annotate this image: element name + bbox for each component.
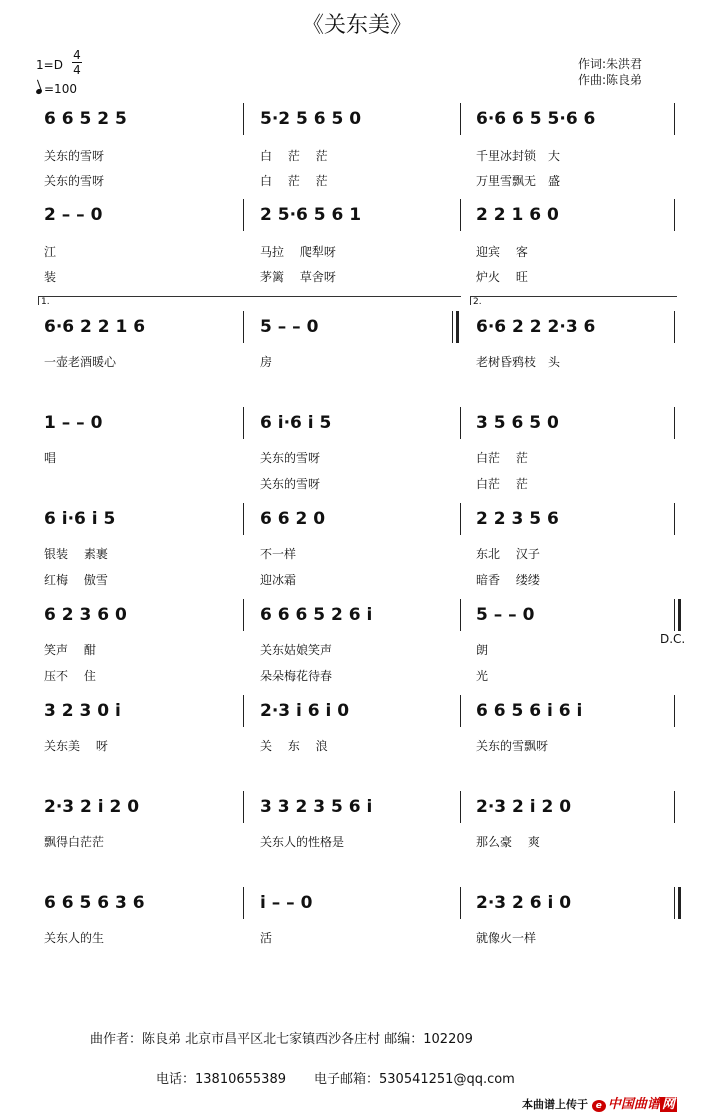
measure: 6 6 5 2 5 bbox=[44, 109, 127, 129]
lyric: 江 bbox=[44, 245, 57, 259]
lyric: 笑声 酣 bbox=[44, 643, 96, 657]
final-barline-thick bbox=[678, 599, 681, 631]
lyric: 压不 住 bbox=[44, 669, 96, 683]
lyric: 那么豪 爽 bbox=[476, 835, 540, 849]
barline bbox=[460, 791, 461, 823]
final-barline-thick bbox=[678, 887, 681, 919]
measure: 5·2 5 6 5 0 bbox=[260, 109, 362, 129]
measure: 6·6 2 2 2·3 6 bbox=[476, 317, 596, 337]
barline bbox=[674, 199, 675, 231]
lyric: 关东人的性格是 bbox=[260, 835, 345, 849]
barline bbox=[674, 103, 675, 135]
site-logo bbox=[592, 1093, 677, 1112]
lyric: 不一样 bbox=[260, 547, 297, 561]
measure: 2·3 2 i 2 0 bbox=[44, 797, 140, 817]
credits bbox=[578, 56, 642, 88]
lyric: 千里冰封锁 大 bbox=[476, 149, 561, 163]
lyric: 白茫 茫 bbox=[476, 451, 528, 465]
final-barline bbox=[674, 887, 675, 919]
measure: 5 – – 0 bbox=[476, 605, 535, 625]
lyric: 唱 bbox=[44, 451, 57, 465]
logo-e-icon: e bbox=[592, 1100, 606, 1112]
lyric: 关东的雪呀 bbox=[260, 477, 321, 491]
lyric: 白茫 茫 bbox=[476, 477, 528, 491]
lyric: 关东的雪飘呀 bbox=[476, 739, 549, 753]
da-capo-mark: D.C. bbox=[660, 632, 686, 646]
lyric: 朵朵梅花待春 bbox=[260, 669, 333, 683]
barline bbox=[243, 311, 244, 343]
lyric: 就像火一样 bbox=[476, 931, 537, 945]
lyric: 老树昏鸦枝 头 bbox=[476, 355, 561, 369]
measure: 2·3 2 i 2 0 bbox=[476, 797, 572, 817]
tempo-mark bbox=[36, 82, 77, 96]
measure: 2 5·6 5 6 1 bbox=[260, 205, 362, 225]
upload-text: 本曲谱上传于 bbox=[522, 1098, 588, 1111]
lyric: 关东的雪呀 bbox=[44, 174, 105, 188]
tempo-value: =100 bbox=[44, 82, 77, 96]
lyric: 飘得白茫茫 bbox=[44, 835, 105, 849]
lyric: 关东姑娘笑声 bbox=[260, 643, 333, 657]
barline bbox=[674, 791, 675, 823]
lyric: 迎宾 客 bbox=[476, 245, 528, 259]
lyric: 装 bbox=[44, 270, 57, 284]
lyric: 马拉 爬犁呀 bbox=[260, 245, 336, 259]
lyric: 一壶老酒暖心 bbox=[44, 355, 117, 369]
barline bbox=[243, 599, 244, 631]
measure: 5 – – 0 bbox=[260, 317, 319, 337]
measure: 6 6 2 0 bbox=[260, 509, 326, 529]
quarter-note-icon bbox=[35, 88, 42, 95]
lyric: 活 bbox=[260, 931, 273, 945]
barline bbox=[460, 503, 461, 535]
lyric: 东北 汉子 bbox=[476, 547, 540, 561]
composer-contact: 曲作者：陈良弟 北京市昌平区北七家镇西沙各庄村 邮编：102209 bbox=[90, 1032, 473, 1047]
measure: 3 5 6 5 0 bbox=[476, 413, 559, 433]
lyric: 关东人的生 bbox=[44, 931, 105, 945]
lyric: 茅篱 草舍呀 bbox=[260, 270, 336, 284]
volta-first-ending: 1. bbox=[38, 296, 461, 305]
time-signature-bottom: 4 bbox=[73, 63, 81, 77]
song-title: 《关东美》 bbox=[301, 13, 412, 38]
barline bbox=[243, 103, 244, 135]
email-address: 电子邮箱：530541251@qq.com bbox=[314, 1072, 515, 1087]
measure: 3 3 2 3 5 6 i bbox=[260, 797, 373, 817]
lyric: 房 bbox=[260, 355, 273, 369]
logo-text: 中国曲谱 bbox=[607, 1097, 660, 1112]
barline bbox=[460, 199, 461, 231]
measure: 6 2 3 6 0 bbox=[44, 605, 127, 625]
lyric: 炉火 旺 bbox=[476, 270, 528, 284]
lyric: 万里雪飘无 盛 bbox=[476, 174, 561, 188]
logo-wang: 网 bbox=[661, 1097, 675, 1112]
lyric: 银装 素裹 bbox=[44, 547, 108, 561]
lyric: 关 东 浪 bbox=[260, 739, 328, 753]
lyric: 白 茫 茫 bbox=[260, 149, 328, 163]
lyric: 红梅 傲雪 bbox=[44, 573, 108, 587]
measure: 6·6 2 2 1 6 bbox=[44, 317, 146, 337]
barline bbox=[674, 695, 675, 727]
barline bbox=[674, 311, 675, 343]
repeat-barline bbox=[452, 311, 453, 343]
lyric: 关东的雪呀 bbox=[260, 451, 321, 465]
volta-second-ending: 2. bbox=[470, 296, 677, 305]
repeat-barline-thick bbox=[456, 311, 459, 343]
phone-number: 电话：13810655389 bbox=[156, 1072, 286, 1087]
barline bbox=[460, 695, 461, 727]
upload-credit bbox=[522, 1093, 677, 1112]
measure: 6 i·6 i 5 bbox=[44, 509, 116, 529]
final-barline bbox=[674, 599, 675, 631]
measure: 6 6 6 5 2 6 i bbox=[260, 605, 373, 625]
measure: 3 2 3 0 i bbox=[44, 701, 121, 721]
barline bbox=[460, 887, 461, 919]
measure: 2 2 3 5 6 bbox=[476, 509, 559, 529]
barline bbox=[460, 599, 461, 631]
barline bbox=[243, 503, 244, 535]
lyric: 关东美 呀 bbox=[44, 739, 108, 753]
measure: 6·6 6 5 5·6 6 bbox=[476, 109, 596, 129]
measure: i – – 0 bbox=[260, 893, 313, 913]
lyric: 暗香 缕缕 bbox=[476, 573, 540, 587]
key-signature: 1=D bbox=[36, 58, 63, 72]
lyric: 关东的雪呀 bbox=[44, 149, 105, 163]
barline bbox=[243, 199, 244, 231]
lyric: 朗 bbox=[476, 643, 489, 657]
measure: 6 6 5 6 3 6 bbox=[44, 893, 145, 913]
barline bbox=[460, 103, 461, 135]
barline bbox=[243, 791, 244, 823]
measure: 6 6 5 6 i 6 i bbox=[476, 701, 583, 721]
barline bbox=[243, 695, 244, 727]
time-signature bbox=[72, 48, 82, 77]
lyric: 光 bbox=[476, 669, 489, 683]
lyricist-credit: 作词:朱洪君 bbox=[578, 57, 643, 71]
barline bbox=[674, 503, 675, 535]
measure: 2·3 i 6 i 0 bbox=[260, 701, 350, 721]
barline bbox=[243, 887, 244, 919]
measure: 6 i·6 i 5 bbox=[260, 413, 332, 433]
time-signature-top: 4 bbox=[73, 48, 81, 62]
lyric: 迎冰霜 bbox=[260, 573, 297, 587]
measure: 2 – – 0 bbox=[44, 205, 103, 225]
composer-credit: 作曲:陈良弟 bbox=[578, 73, 643, 87]
measure: 2 2 1 6 0 bbox=[476, 205, 559, 225]
measure: 2·3 2 6 i 0 bbox=[476, 893, 572, 913]
lyric: 白 茫 茫 bbox=[260, 174, 328, 188]
barline bbox=[243, 407, 244, 439]
barline bbox=[460, 407, 461, 439]
barline bbox=[674, 407, 675, 439]
measure: 1 – – 0 bbox=[44, 413, 103, 433]
